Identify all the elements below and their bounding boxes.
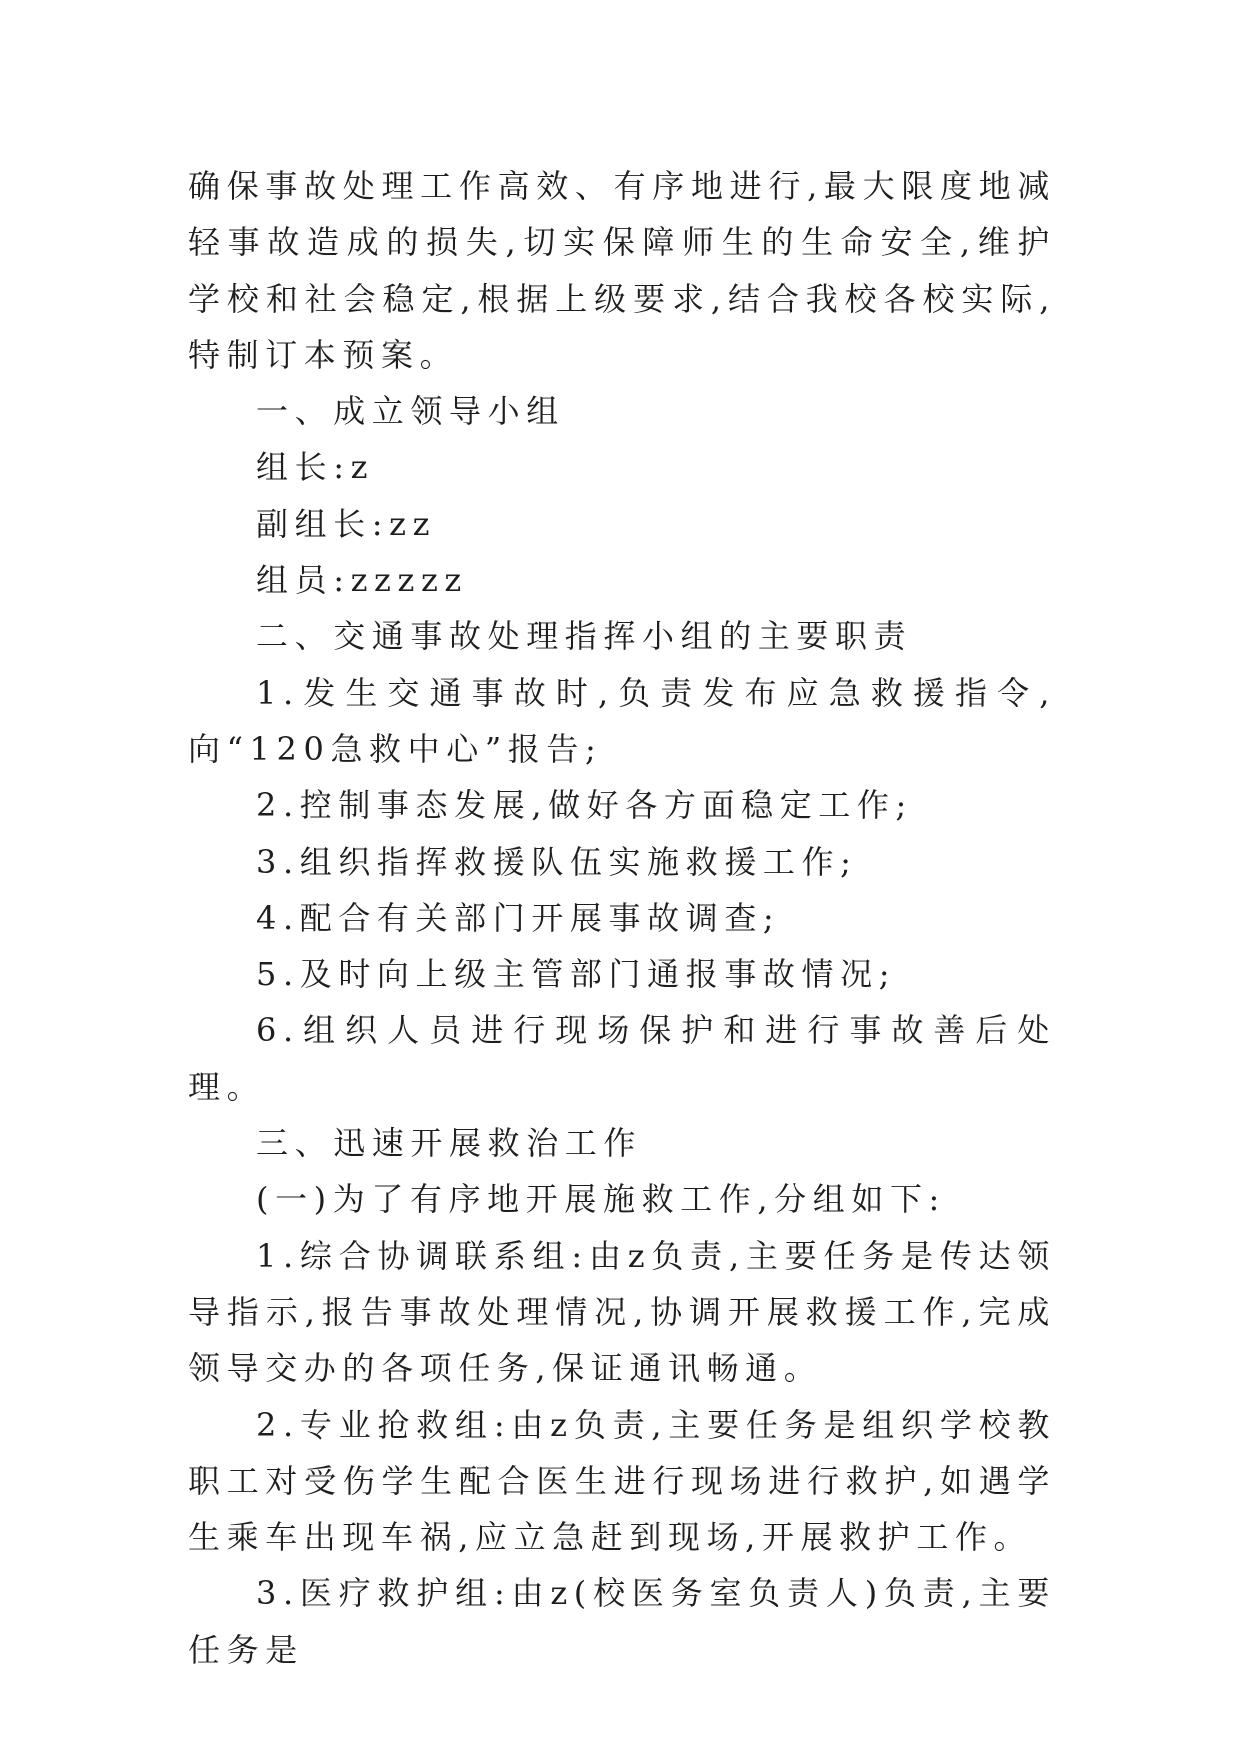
duty-item-3: 3.组织指挥救援队伍实施救援工作; <box>256 842 858 881</box>
subheading-grouping: (一)为了有序地开展施救工作,分组如下: <box>256 1180 946 1219</box>
deputy-leader-line: 副组长:zz <box>256 504 437 543</box>
group-item-coordination: 1.综合协调联系组:由z负责,主要任务是传达领导指示,报告事故处理情况,协调开展救援工作,完成领导交办的各项任务,保证通讯畅通。 <box>188 1236 1056 1388</box>
members-line: 组员:zzzzz <box>256 561 468 600</box>
duty-item-5: 5.及时向上级主管部门通报事故情况; <box>256 955 897 994</box>
group-item-rescue: 2.专业抢救组:由z负责,主要任务是组织学校教职工对受伤学生配合医生进行现场进行救护,如遇学生乘车出现车祸,应立急赶到现场,开展救护工作。 <box>188 1405 1056 1557</box>
heading-rescue-work: 三、迅速开展救治工作 <box>256 1124 643 1163</box>
duty-item-4: 4.配合有关部门开展事故调查; <box>256 898 781 937</box>
duty-item-6: 6.组织人员进行现场保护和进行事故善后处理。 <box>188 1011 1056 1106</box>
duty-item-1: 1.发生交通事故时,负责发布应急救援指令,向“120急救中心”报告; <box>188 673 1056 768</box>
group-item-medical: 3.医疗救护组:由z(校医务室负责人)负责,主要任务是 <box>188 1574 1056 1669</box>
paragraph-purpose: 确保事故处理工作高效、有序地进行,最大限度地减轻事故造成的损失,切实保障师生的生命安全,维护学校和社会稳定,根据上级要求,结合我校各校实际,特制订本预案。 <box>188 167 1056 374</box>
duty-item-2: 2.控制事态发展,做好各方面稳定工作; <box>256 786 913 825</box>
heading-leadership-group: 一、成立领导小组 <box>256 392 565 431</box>
group-leader-line: 组长:z <box>256 448 375 487</box>
document-body <box>188 158 1056 1678</box>
heading-duties: 二、交通事故处理指挥小组的主要职责 <box>256 617 913 656</box>
